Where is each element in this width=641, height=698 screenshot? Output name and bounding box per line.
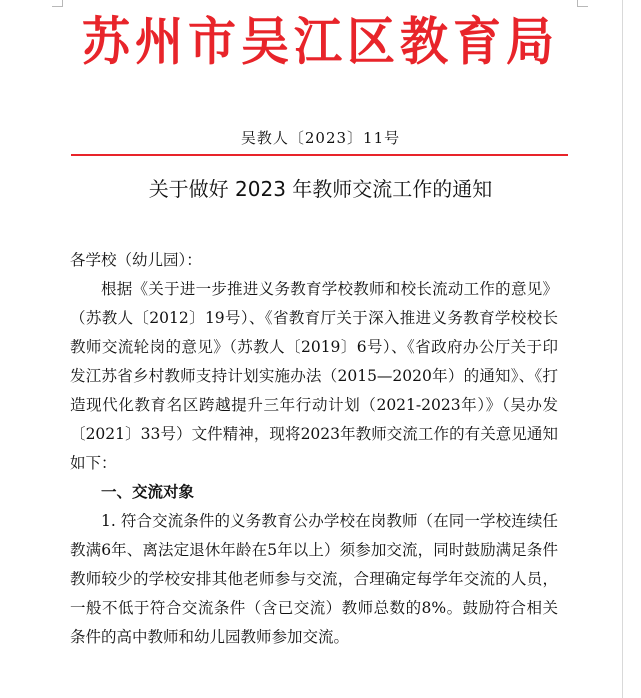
red-separator-line <box>71 154 568 156</box>
document-number: 吴教人〔2023〕11号 <box>240 129 401 147</box>
salutation: 各学校（幼儿园）： <box>70 251 202 269</box>
page-corner-mark-right <box>577 0 588 7</box>
section-heading: 一、交流对象 <box>101 483 195 501</box>
page-edge-line <box>622 0 623 698</box>
document-body <box>70 246 558 652</box>
issuer-header: 苏州市吴江区教育局 <box>81 11 559 73</box>
page-corner-mark-left <box>52 0 63 7</box>
document-title: 关于做好 2023 年教师交流工作的通知 <box>148 177 493 201</box>
list-item: 1. 符合交流条件的义务教育公办学校在岗教师（在同一学校连续任教满6年、离法定退休年龄在5年以上）须参加交流，同时鼓励满足条件教师较少的学校安排其他老师参与交流，合理确定每学年交流的人员，一般不低于符合交流条件（含已交流）教师总数的8%。鼓励符合相关条件的高中教师和幼儿园教师参加交流。 <box>70 512 558 646</box>
intro-paragraph: 根据《关于进一步推进义务教育学校教师和校长流动工作的意见》（苏教人〔2012〕19号）、《省教育厅关于深入推进义务教育学校校长教师交流轮岗的意见》（苏教人〔2019〕6号）、《省政府办公厅关于印发江苏省乡村教师支持计划实施办法（2015—2020年）的通知》、《打造现代化教育名区跨越提升三年行动计划（2021-2023年）》（吴办发〔2021〕33号）文件精神，现将2023年教师交流工作的有关意见通知如下： <box>70 280 558 472</box>
